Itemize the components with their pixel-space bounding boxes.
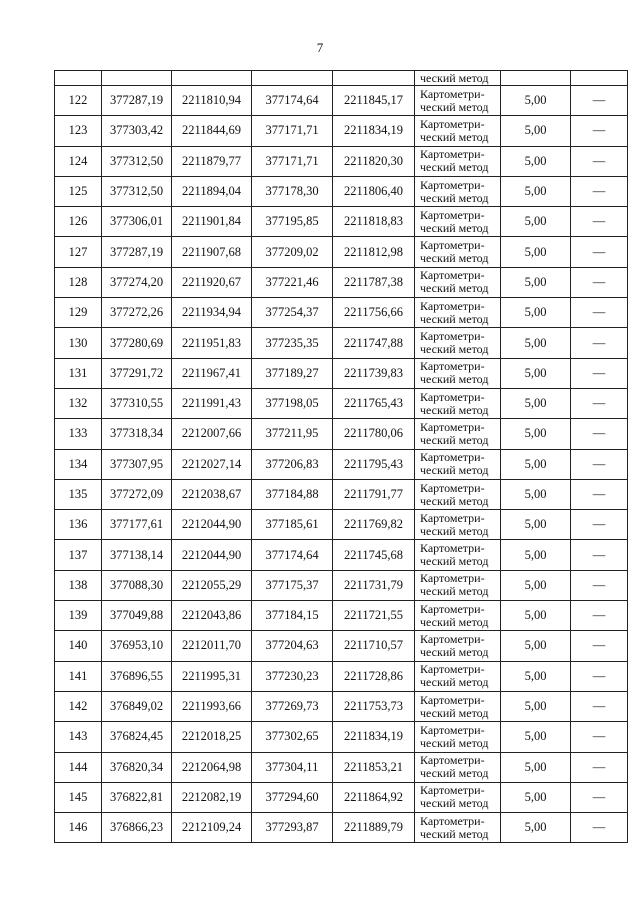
- method-line-1: Картометри-: [420, 359, 485, 374]
- method-cell: [415, 661, 501, 691]
- x-existing-cell: 377303,42: [102, 116, 172, 146]
- method-cell: [415, 86, 501, 116]
- y-existing-cell: 2211810,94: [172, 86, 252, 116]
- method-line-2: ческий метод: [420, 523, 489, 538]
- x-existing-cell: 376866,23: [102, 813, 172, 843]
- method-line-2: ческий метод: [420, 220, 489, 235]
- dash-cell: —: [571, 510, 628, 540]
- y-existing-cell: 2212044,90: [172, 510, 252, 540]
- dash-cell: —: [571, 298, 628, 328]
- dash-cell: —: [571, 661, 628, 691]
- table-row: [55, 86, 628, 116]
- y-existing-cell: 2212027,14: [172, 449, 252, 479]
- dash-cell: —: [571, 631, 628, 661]
- x-new-cell: 377171,71: [252, 116, 333, 146]
- x-new-cell: 377174,64: [252, 86, 333, 116]
- method-line-2: ческий метод: [420, 190, 489, 205]
- y-new-cell: 2211812,98: [333, 237, 415, 267]
- method-cell: [415, 388, 501, 418]
- point-number-cell: 128: [55, 267, 102, 297]
- x-new-cell: 377209,02: [252, 237, 333, 267]
- method-line-1: Картометри-: [420, 783, 485, 798]
- point-number-cell: 125: [55, 176, 102, 206]
- accuracy-cell: 5,00: [501, 691, 571, 721]
- y-new-cell: 2211834,19: [333, 116, 415, 146]
- y-new-cell: 2211791,77: [333, 479, 415, 509]
- method-line-1: Картометри-: [420, 329, 485, 344]
- point-number-cell: 126: [55, 207, 102, 237]
- table-row: [55, 510, 628, 540]
- x-existing-cell: 377312,50: [102, 146, 172, 176]
- point-number-cell: 146: [55, 813, 102, 843]
- method-cell: [415, 691, 501, 721]
- method-cell: [415, 358, 501, 388]
- method-line-2: ческий метод: [420, 554, 489, 569]
- dash-cell: —: [571, 601, 628, 631]
- table-row: [55, 782, 628, 812]
- method-cell: [415, 631, 501, 661]
- x-existing-cell: 377272,09: [102, 479, 172, 509]
- method-cell: [415, 722, 501, 752]
- accuracy-cell: 5,00: [501, 237, 571, 267]
- dash-cell: —: [571, 237, 628, 267]
- x-new-cell: 377293,87: [252, 813, 333, 843]
- y-new-cell: 2211780,06: [333, 419, 415, 449]
- accuracy-cell: 5,00: [501, 752, 571, 782]
- y-new-cell: 2211818,83: [333, 207, 415, 237]
- y-new-cell: 2211756,66: [333, 298, 415, 328]
- point-number-cell: 122: [55, 86, 102, 116]
- method-line-1: Картометри-: [420, 177, 485, 192]
- method-line-1: Картометри-: [420, 480, 485, 495]
- point-number-cell: 131: [55, 358, 102, 388]
- y-new-cell: 2211853,21: [333, 752, 415, 782]
- x-new-cell: 377185,61: [252, 510, 333, 540]
- dash-cell: —: [571, 540, 628, 570]
- method-line-1: Картометри-: [420, 207, 485, 222]
- method-cell: [415, 328, 501, 358]
- table-row: [55, 691, 628, 721]
- x-existing-cell: 376953,10: [102, 631, 172, 661]
- dash-cell: —: [571, 358, 628, 388]
- y-new-cell: 2211806,40: [333, 176, 415, 206]
- x-new-cell: 377198,05: [252, 388, 333, 418]
- method-cell: [415, 601, 501, 631]
- y-new-cell: 2211753,73: [333, 691, 415, 721]
- x-existing-cell: 376820,34: [102, 752, 172, 782]
- table-row: [55, 176, 628, 206]
- table-cell: [501, 71, 571, 86]
- method-line-1: Картометри-: [420, 662, 485, 677]
- x-new-cell: 377195,85: [252, 207, 333, 237]
- method-line-2: ческий метод: [420, 99, 489, 114]
- dash-cell: —: [571, 207, 628, 237]
- table-body: [55, 71, 628, 843]
- x-new-cell: 377184,15: [252, 601, 333, 631]
- x-existing-cell: 377138,14: [102, 540, 172, 570]
- table-row: [55, 388, 628, 418]
- x-existing-cell: 377088,30: [102, 570, 172, 600]
- dash-cell: —: [571, 176, 628, 206]
- method-line-2: ческий метод: [420, 644, 489, 659]
- y-existing-cell: 2211879,77: [172, 146, 252, 176]
- table-row: [55, 631, 628, 661]
- x-existing-cell: 377049,88: [102, 601, 172, 631]
- accuracy-cell: 5,00: [501, 813, 571, 843]
- accuracy-cell: 5,00: [501, 267, 571, 297]
- y-existing-cell: 2211991,43: [172, 388, 252, 418]
- table-row: [55, 661, 628, 691]
- method-line-1: Картометри-: [420, 541, 485, 556]
- method-cell: [415, 752, 501, 782]
- x-existing-cell: 377177,61: [102, 510, 172, 540]
- method-line-1: Картометри-: [420, 753, 485, 768]
- x-new-cell: 377235,35: [252, 328, 333, 358]
- accuracy-cell: 5,00: [501, 328, 571, 358]
- method-line-2: ческий метод: [420, 251, 489, 266]
- point-number-cell: 134: [55, 449, 102, 479]
- accuracy-cell: 5,00: [501, 722, 571, 752]
- table-cell: [55, 71, 102, 86]
- y-existing-cell: 2212055,29: [172, 570, 252, 600]
- x-new-cell: 377204,63: [252, 631, 333, 661]
- x-existing-cell: 377274,20: [102, 267, 172, 297]
- method-line-1: Картометри-: [420, 510, 485, 525]
- table-row: [55, 116, 628, 146]
- y-new-cell: 2211864,92: [333, 782, 415, 812]
- method-line-1: Картометри-: [420, 601, 485, 616]
- method-cell: [415, 71, 501, 86]
- y-existing-cell: 2211934,94: [172, 298, 252, 328]
- y-existing-cell: 2211920,67: [172, 267, 252, 297]
- continuation-row: [55, 71, 628, 86]
- method-cell: [415, 116, 501, 146]
- x-new-cell: 377230,23: [252, 661, 333, 691]
- point-number-cell: 144: [55, 752, 102, 782]
- table-row: [55, 479, 628, 509]
- point-number-cell: 139: [55, 601, 102, 631]
- method-line-2: ческий метод: [420, 675, 489, 690]
- method-line-2: ческий метод: [420, 705, 489, 720]
- y-existing-cell: 2212082,19: [172, 782, 252, 812]
- method-line-2: ческий метод: [420, 402, 489, 417]
- point-number-cell: 132: [55, 388, 102, 418]
- dash-cell: —: [571, 813, 628, 843]
- table-row: [55, 298, 628, 328]
- method-line-2: ческий метод: [420, 372, 489, 387]
- method-cell: [415, 146, 501, 176]
- table-row: [55, 267, 628, 297]
- x-existing-cell: 376824,45: [102, 722, 172, 752]
- method-line-1: Картометри-: [420, 389, 485, 404]
- coordinates-table: [54, 70, 628, 843]
- x-existing-cell: 377287,19: [102, 86, 172, 116]
- point-number-cell: 141: [55, 661, 102, 691]
- table-row: [55, 722, 628, 752]
- x-new-cell: 377178,30: [252, 176, 333, 206]
- x-existing-cell: 377310,55: [102, 388, 172, 418]
- accuracy-cell: 5,00: [501, 358, 571, 388]
- method-line-2: ческий метод: [420, 432, 489, 447]
- table-row: [55, 601, 628, 631]
- method-cell: [415, 510, 501, 540]
- method-line-2: ческий метод: [420, 160, 489, 175]
- y-existing-cell: 2211951,83: [172, 328, 252, 358]
- x-existing-cell: 377306,01: [102, 207, 172, 237]
- accuracy-cell: 5,00: [501, 782, 571, 812]
- method-line-1: Картометри-: [420, 722, 485, 737]
- x-new-cell: 377171,71: [252, 146, 333, 176]
- method-line-2: ческий метод: [420, 493, 489, 508]
- method-line-1: Картометри-: [420, 813, 485, 828]
- point-number-cell: 124: [55, 146, 102, 176]
- accuracy-cell: 5,00: [501, 207, 571, 237]
- dash-cell: —: [571, 388, 628, 418]
- method-line-2: ческий метод: [420, 614, 489, 629]
- x-new-cell: 377302,65: [252, 722, 333, 752]
- method-line-2: ческий метод: [420, 796, 489, 811]
- method-cell: [415, 176, 501, 206]
- method-cell: [415, 540, 501, 570]
- method-line-2: ческий метод: [420, 584, 489, 599]
- method-cell: [415, 267, 501, 297]
- method-line-1: Картометри-: [420, 86, 485, 101]
- point-number-cell: 140: [55, 631, 102, 661]
- method-line-1: Картометри-: [420, 116, 485, 131]
- dash-cell: —: [571, 752, 628, 782]
- table-row: [55, 146, 628, 176]
- point-number-cell: 130: [55, 328, 102, 358]
- point-number-cell: 145: [55, 782, 102, 812]
- accuracy-cell: 5,00: [501, 570, 571, 600]
- table-cell: [102, 71, 172, 86]
- x-existing-cell: 377272,26: [102, 298, 172, 328]
- table-row: [55, 813, 628, 843]
- point-number-cell: 137: [55, 540, 102, 570]
- point-number-cell: 136: [55, 510, 102, 540]
- table-row: [55, 419, 628, 449]
- y-new-cell: 2211731,79: [333, 570, 415, 600]
- x-new-cell: 377294,60: [252, 782, 333, 812]
- table-cell: [252, 71, 333, 86]
- table-cell: [172, 71, 252, 86]
- y-new-cell: 2211820,30: [333, 146, 415, 176]
- y-new-cell: 2211745,68: [333, 540, 415, 570]
- y-new-cell: 2211728,86: [333, 661, 415, 691]
- accuracy-cell: 5,00: [501, 540, 571, 570]
- table-row: [55, 540, 628, 570]
- dash-cell: —: [571, 691, 628, 721]
- dash-cell: —: [571, 722, 628, 752]
- method-line-2: ческий метод: [420, 735, 489, 750]
- method-line-1: Картометри-: [420, 419, 485, 434]
- y-existing-cell: 2211995,31: [172, 661, 252, 691]
- dash-cell: —: [571, 419, 628, 449]
- x-new-cell: 377174,64: [252, 540, 333, 570]
- y-existing-cell: 2212018,25: [172, 722, 252, 752]
- table-row: [55, 328, 628, 358]
- x-new-cell: 377184,88: [252, 479, 333, 509]
- y-new-cell: 2211889,79: [333, 813, 415, 843]
- table-row: [55, 358, 628, 388]
- y-new-cell: 2211739,83: [333, 358, 415, 388]
- x-new-cell: 377206,83: [252, 449, 333, 479]
- x-new-cell: 377211,95: [252, 419, 333, 449]
- method-cell: [415, 207, 501, 237]
- table-row: [55, 570, 628, 600]
- method-line-2: ческий метод: [420, 281, 489, 296]
- table-row: [55, 449, 628, 479]
- y-new-cell: 2211765,43: [333, 388, 415, 418]
- accuracy-cell: 5,00: [501, 661, 571, 691]
- y-existing-cell: 2211894,04: [172, 176, 252, 206]
- dash-cell: —: [571, 449, 628, 479]
- point-number-cell: 129: [55, 298, 102, 328]
- accuracy-cell: 5,00: [501, 631, 571, 661]
- x-existing-cell: 377312,50: [102, 176, 172, 206]
- y-existing-cell: 2211993,66: [172, 691, 252, 721]
- y-existing-cell: 2212038,67: [172, 479, 252, 509]
- dash-cell: —: [571, 782, 628, 812]
- x-new-cell: 377175,37: [252, 570, 333, 600]
- y-existing-cell: 2212109,24: [172, 813, 252, 843]
- y-new-cell: 2211845,17: [333, 86, 415, 116]
- point-number-cell: 143: [55, 722, 102, 752]
- point-number-cell: 142: [55, 691, 102, 721]
- accuracy-cell: 5,00: [501, 86, 571, 116]
- table-row: [55, 752, 628, 782]
- y-new-cell: 2211769,82: [333, 510, 415, 540]
- y-existing-cell: 2211907,68: [172, 237, 252, 267]
- y-new-cell: 2211787,38: [333, 267, 415, 297]
- method-cell: [415, 237, 501, 267]
- y-existing-cell: 2212064,98: [172, 752, 252, 782]
- accuracy-cell: 5,00: [501, 388, 571, 418]
- method-line-2: ческий метод: [420, 766, 489, 781]
- y-existing-cell: 2212044,90: [172, 540, 252, 570]
- y-existing-cell: 2212007,66: [172, 419, 252, 449]
- y-existing-cell: 2211901,84: [172, 207, 252, 237]
- accuracy-cell: 5,00: [501, 176, 571, 206]
- method-cell: [415, 479, 501, 509]
- method-cell: [415, 570, 501, 600]
- x-existing-cell: 376849,02: [102, 691, 172, 721]
- dash-cell: —: [571, 479, 628, 509]
- point-number-cell: 138: [55, 570, 102, 600]
- y-existing-cell: 2211844,69: [172, 116, 252, 146]
- dash-cell: —: [571, 86, 628, 116]
- method-line-2: ческий метод: [420, 311, 489, 326]
- accuracy-cell: 5,00: [501, 298, 571, 328]
- accuracy-cell: 5,00: [501, 419, 571, 449]
- accuracy-cell: 5,00: [501, 116, 571, 146]
- x-existing-cell: 376822,81: [102, 782, 172, 812]
- method-line-1: Картометри-: [420, 571, 485, 586]
- x-new-cell: 377189,27: [252, 358, 333, 388]
- method-cell: [415, 782, 501, 812]
- accuracy-cell: 5,00: [501, 146, 571, 176]
- y-existing-cell: 2212011,70: [172, 631, 252, 661]
- dash-cell: —: [571, 146, 628, 176]
- accuracy-cell: 5,00: [501, 449, 571, 479]
- method-line-1: Картометри-: [420, 631, 485, 646]
- table-cell: [571, 71, 628, 86]
- x-existing-cell: 377318,34: [102, 419, 172, 449]
- method-cell: [415, 449, 501, 479]
- method-line-2: ческий метод: [420, 463, 489, 478]
- x-new-cell: 377269,73: [252, 691, 333, 721]
- accuracy-cell: 5,00: [501, 510, 571, 540]
- y-new-cell: 2211747,88: [333, 328, 415, 358]
- accuracy-cell: 5,00: [501, 601, 571, 631]
- dash-cell: —: [571, 570, 628, 600]
- dash-cell: —: [571, 328, 628, 358]
- y-new-cell: 2211795,43: [333, 449, 415, 479]
- table-row: [55, 237, 628, 267]
- x-new-cell: 377304,11: [252, 752, 333, 782]
- x-new-cell: 377254,37: [252, 298, 333, 328]
- table-cell: [333, 71, 415, 86]
- point-number-cell: 123: [55, 116, 102, 146]
- method-line-1: Картометри-: [420, 268, 485, 283]
- page-number: 7: [316, 40, 324, 55]
- x-existing-cell: 377280,69: [102, 328, 172, 358]
- y-new-cell: 2211834,19: [333, 722, 415, 752]
- point-number-cell: 133: [55, 419, 102, 449]
- dash-cell: —: [571, 116, 628, 146]
- point-number-cell: 135: [55, 479, 102, 509]
- method-cell: [415, 419, 501, 449]
- method-line-2: ческий метод: [420, 826, 489, 841]
- method-line-1: Картометри-: [420, 450, 485, 465]
- method-line-2: ческий метод: [420, 129, 489, 144]
- method-cell: [415, 298, 501, 328]
- point-number-cell: 127: [55, 237, 102, 267]
- y-existing-cell: 2212043,86: [172, 601, 252, 631]
- accuracy-cell: 5,00: [501, 479, 571, 509]
- y-new-cell: 2211721,55: [333, 601, 415, 631]
- x-existing-cell: 377291,72: [102, 358, 172, 388]
- x-existing-cell: 377287,19: [102, 237, 172, 267]
- y-existing-cell: 2211967,41: [172, 358, 252, 388]
- x-new-cell: 377221,46: [252, 267, 333, 297]
- table-row: [55, 207, 628, 237]
- dash-cell: —: [571, 267, 628, 297]
- x-existing-cell: 377307,95: [102, 449, 172, 479]
- y-new-cell: 2211710,57: [333, 631, 415, 661]
- method-cell: [415, 813, 501, 843]
- method-line-1: Картометри-: [420, 692, 485, 707]
- method-line-2: ческий метод: [420, 342, 489, 357]
- method-tail: ческий метод: [420, 70, 489, 85]
- method-line-1: Картометри-: [420, 238, 485, 253]
- x-existing-cell: 376896,55: [102, 661, 172, 691]
- method-line-1: Картометри-: [420, 147, 485, 162]
- method-line-1: Картометри-: [420, 298, 485, 313]
